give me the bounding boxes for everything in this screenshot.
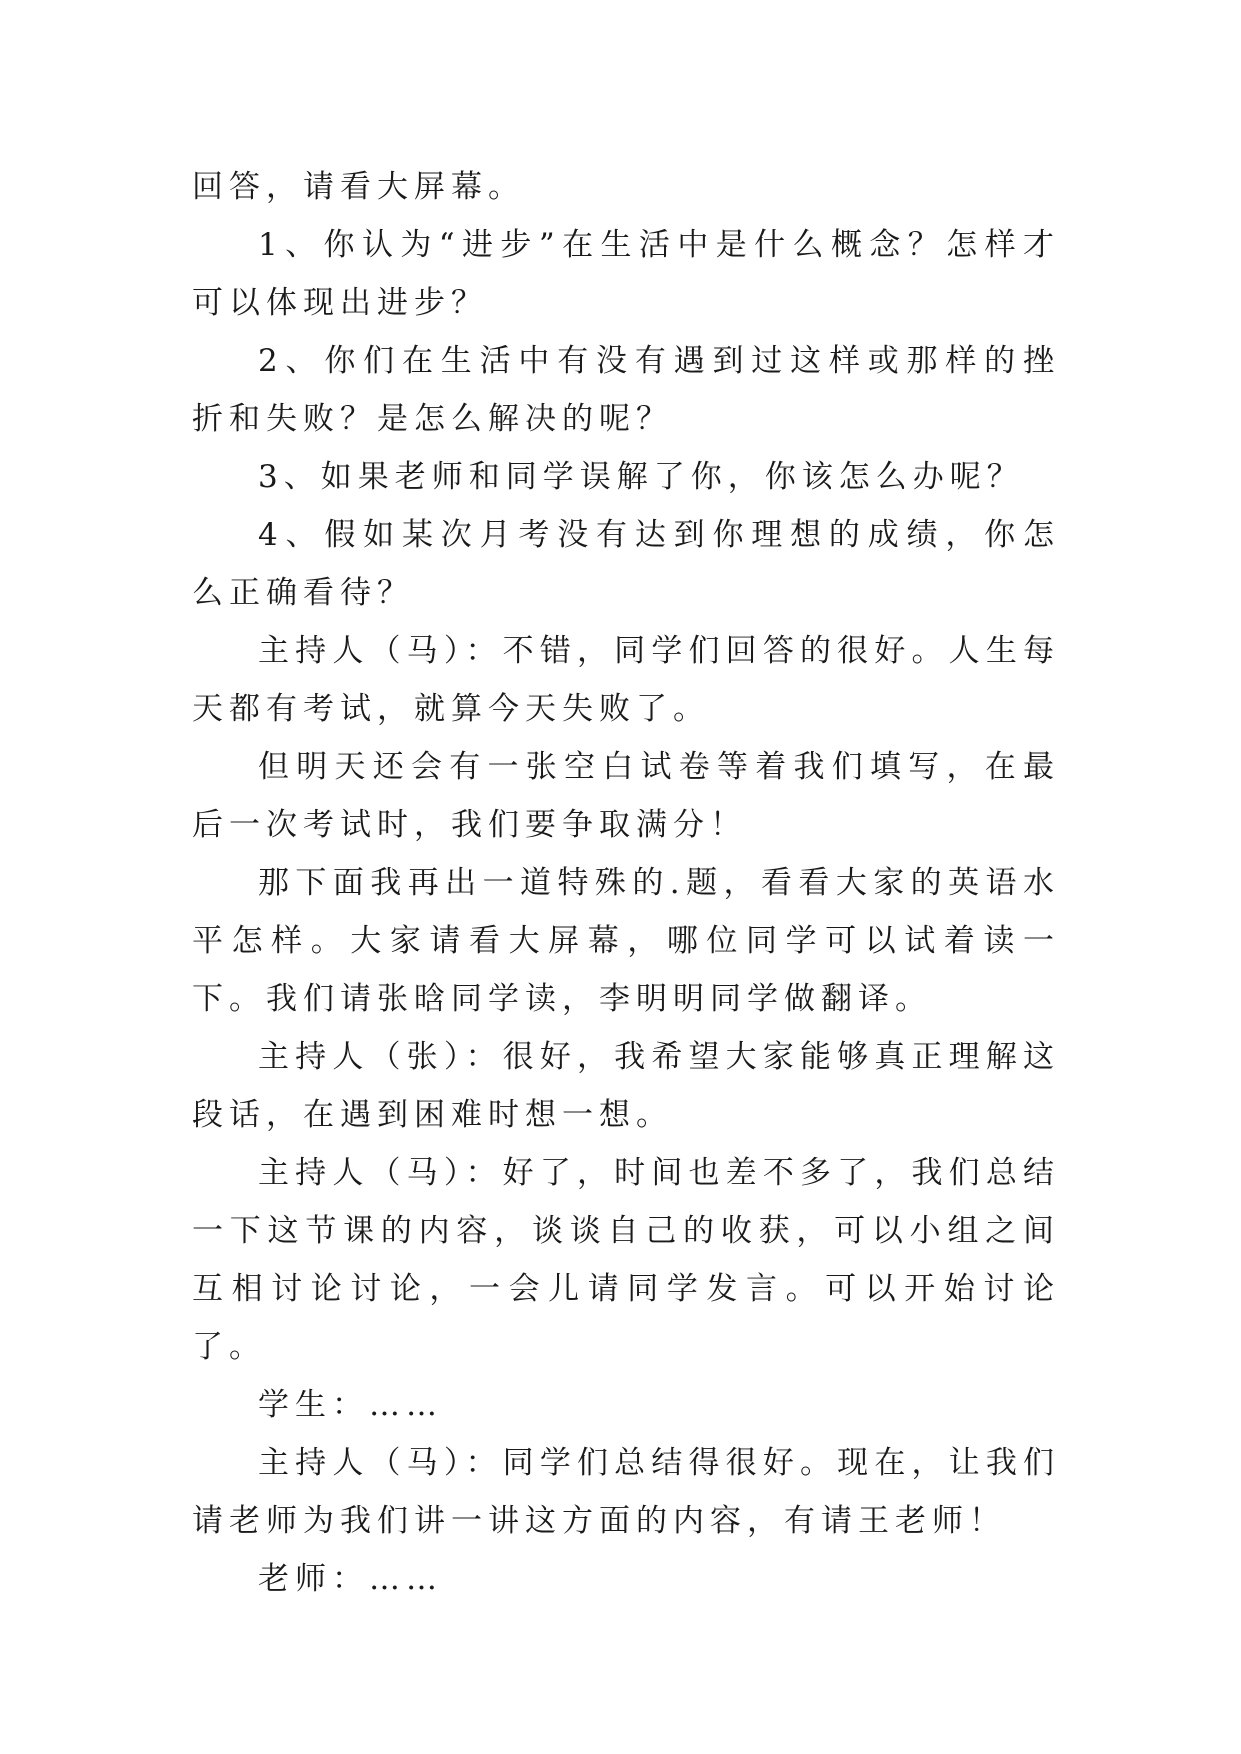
paragraph-11: 学生：……	[258, 1387, 443, 1423]
paragraph-1: 回答，请看大屏幕。	[192, 169, 525, 205]
paragraph-12: 主持人（马）：同学们总结得很好。现在，让我们请老师为我们讲一讲这方面的内容，有请王老师！	[192, 1445, 1060, 1539]
document-page	[192, 158, 1060, 1608]
paragraph-7: 但明天还会有一张空白试卷等着我们填写，在最后一次考试时，我们要争取满分！	[192, 749, 1060, 843]
paragraph-3: 2、你们在生活中有没有遇到过这样或那样的挫折和失败？是怎么解决的呢？	[192, 343, 1060, 437]
paragraph-13: 老师：……	[258, 1561, 443, 1597]
paragraph-2: 1、你认为“进步”在生活中是什么概念？怎样才可以体现出进步？	[192, 227, 1060, 321]
paragraph-10: 主持人（马）：好了，时间也差不多了，我们总结一下这节课的内容，谈谈自己的收获，可以小组之间互相讨论讨论，一会儿请同学发言。可以开始讨论了。	[192, 1155, 1060, 1365]
paragraph-5: 4、假如某次月考没有达到你理想的成绩，你怎么正确看待？	[192, 517, 1060, 611]
paragraph-4: 3、如果老师和同学误解了你，你该怎么办呢？	[258, 459, 1024, 495]
paragraph-9: 主持人（张）：很好，我希望大家能够真正理解这段话，在遇到困难时想一想。	[192, 1039, 1060, 1133]
paragraph-8: 那下面我再出一道特殊的.题，看看大家的英语水平怎样。大家请看大屏幕，哪位同学可以试着读一下。我们请张晗同学读，李明明同学做翻译。	[192, 865, 1060, 1017]
paragraph-6: 主持人（马）：不错，同学们回答的很好。人生每天都有考试，就算今天失败了。	[192, 633, 1060, 727]
